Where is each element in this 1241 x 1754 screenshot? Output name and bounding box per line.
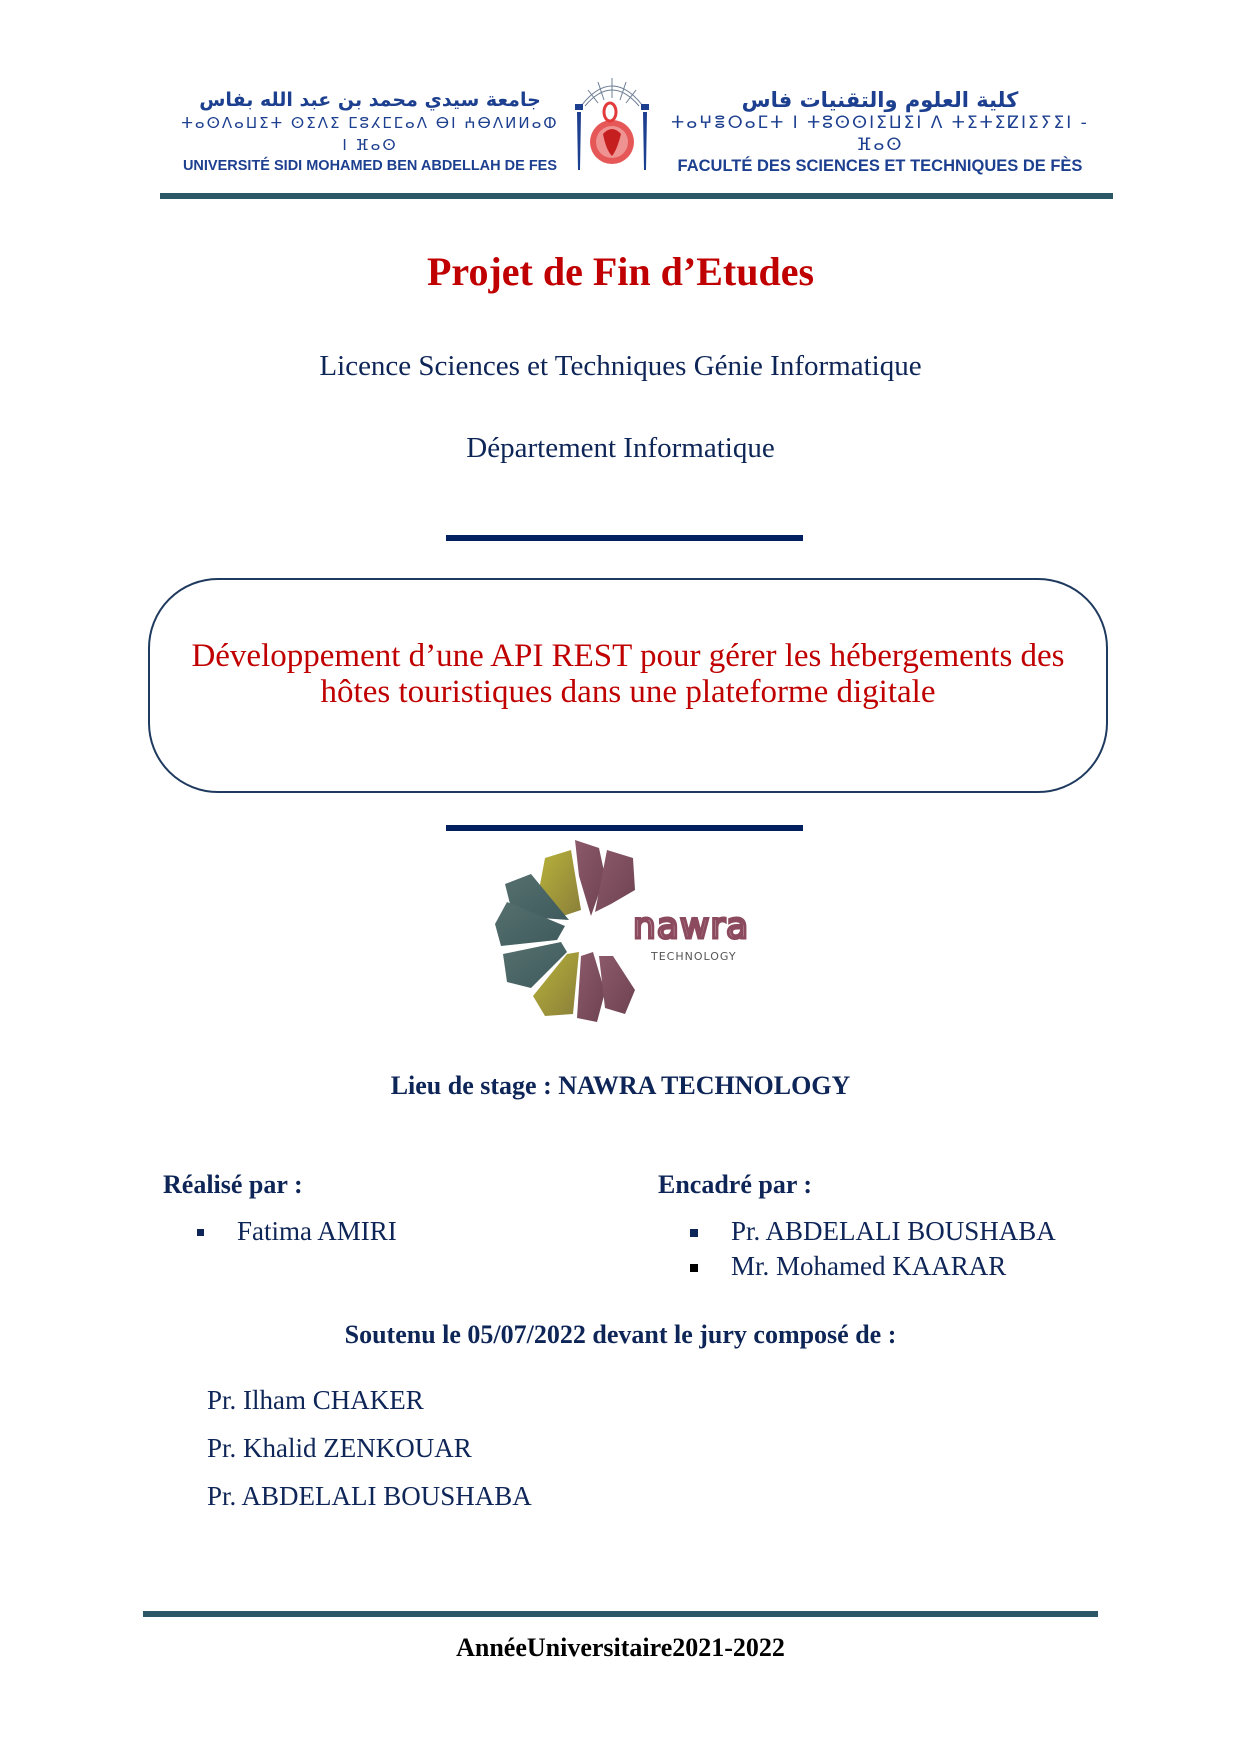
supervisor-name: Mr. Mohamed KAARAR (731, 1251, 1007, 1281)
jury-member: Pr. Ilham CHAKER (207, 1385, 424, 1415)
faculty-logo-text (670, 88, 1090, 176)
separator-bar (446, 825, 803, 831)
bullet-icon (690, 1264, 698, 1272)
university-name-latin: UNIVERSITÉ SIDI MOHAMED BEN ABDELLAH DE FES (182, 158, 558, 174)
faculty-name-arabic: كلية العلوم والتقنيات فاس (741, 88, 1019, 112)
document-title: Projet de Fin d’Etudes (426, 249, 815, 294)
defense-statement: Soutenu le 05/07/2022 devant le jury composé de : (344, 1320, 897, 1349)
jury-member: Pr. ABDELALI BOUSHABA (207, 1481, 532, 1511)
list-item (237, 1214, 397, 1249)
logo-wordmark: nawra (633, 906, 750, 947)
faculty-name-tifinagh: ⵜⴰⵖⴻⵔⴰⵎⵜ ⵏ ⵜⵓⵙⵙⵏⵉⵡⵉⵏ ⴷ ⵜⵉⵜⵉⵇⵏⵉⵢⵉⵏ - ⴼⴰⵙ (671, 113, 1089, 155)
list-item (731, 1214, 1056, 1249)
supervised-by-label: Encadré par : (658, 1170, 813, 1199)
jury-list (207, 1376, 532, 1520)
separator-bar (446, 535, 803, 541)
header-divider (160, 193, 1113, 199)
bullet-icon (197, 1229, 204, 1236)
university-name-tifinagh: ⵜⴰⵙⴷⴰⵡⵉⵜ ⵙⵉⴷⵉ ⵎⵓⵃⵎⵎⴰⴷ ⴱⵏ ⵄⴱⴷⵍⵍⴰⵀ ⵏ ⴼⴰⵙ (181, 114, 559, 154)
faculty-name-latin: FACULTÉ DES SCIENCES ET TECHNIQUES DE FÈS (677, 157, 1083, 175)
list-item (731, 1249, 1056, 1284)
university-logo-text (180, 88, 560, 176)
topic-box (148, 578, 1108, 793)
department-name: Département Informatique (466, 432, 775, 464)
internship-place: Lieu de stage : NAWRA TECHNOLOGY (390, 1071, 851, 1100)
program-name: Licence Sciences et Techniques Génie Informatique (319, 350, 922, 382)
jury-member: Pr. Khalid ZENKOUAR (207, 1433, 472, 1463)
university-emblem-icon (573, 72, 651, 176)
footer-divider (143, 1611, 1098, 1617)
nawra-technology-logo-icon (493, 838, 763, 1023)
university-name-arabic: جامعة سيدي محمد بن عبد الله بفاس (199, 89, 541, 111)
student-list (237, 1214, 397, 1249)
realized-by-label: Réalisé par : (163, 1170, 303, 1199)
student-name: Fatima AMIRI (237, 1216, 397, 1246)
bullet-icon (690, 1229, 698, 1237)
logo-subtitle: TECHNOLOGY (651, 950, 737, 963)
project-topic: Développement d’une API REST pour gérer les hébergements des hôtes touristiques dans une plateforme digitale (191, 637, 1065, 710)
academic-year: AnnéeUniversitaire2021-2022 (456, 1633, 785, 1662)
supervisor-list (731, 1214, 1056, 1284)
supervisor-name: Pr. ABDELALI BOUSHABA (731, 1216, 1056, 1246)
